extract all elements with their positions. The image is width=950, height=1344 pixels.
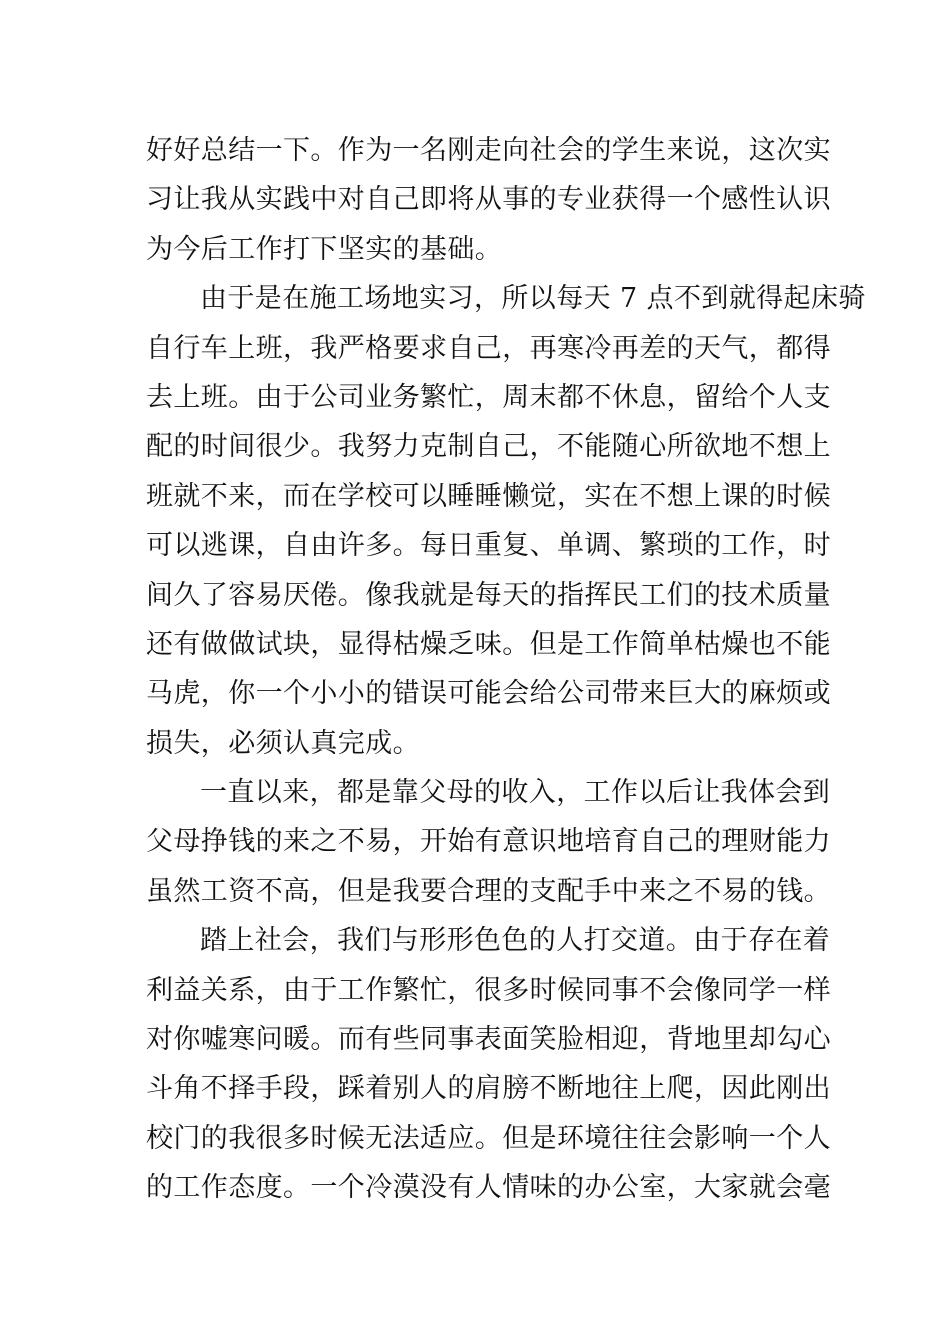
paragraph-first-line: 由于是在施工场地实习，所以每天 7 点不到就得起床骑 xyxy=(200,283,866,315)
text-line: 配的时间很少。我努力克制自己，不能随心所欲地不想上 xyxy=(146,431,831,463)
text-line: 斗角不择手段，踩着别人的肩膀不断地往上爬，因此刚出 xyxy=(146,1073,831,1105)
paragraph-first-line: 一直以来，都是靠父母的收入，工作以后让我体会到 xyxy=(200,777,831,809)
body-text xyxy=(146,126,866,1213)
text-line: 间久了容易厌倦。像我就是每天的指挥民工们的技术质量 xyxy=(146,579,831,611)
text-line: 班就不来，而在学校可以睡睡懒觉，实在不想上课的时候 xyxy=(146,480,831,512)
text-line: 父母挣钱的来之不易，开始有意识地培育自己的理财能力 xyxy=(146,826,831,858)
text-line: 还有做做试块，显得枯燥乏味。但是工作简单枯燥也不能 xyxy=(146,628,831,660)
text-line: 可以逃课，自由许多。每日重复、单调、繁琐的工作，时 xyxy=(146,530,831,562)
text-line: 习让我从实践中对自己即将从事的专业获得一个感性认识 xyxy=(146,184,831,216)
text-line: 自行车上班，我严格要求自己，再寒冷再差的天气，都得 xyxy=(146,332,831,364)
text-line: 马虎，你一个小小的错误可能会给公司带来巨大的麻烦或 xyxy=(146,678,831,710)
text-line: 虽然工资不高，但是我要合理的支配手中来之不易的钱。 xyxy=(146,875,831,907)
paragraph-first-line: 踏上社会，我们与形形色色的人打交道。由于存在着 xyxy=(200,925,831,957)
text-line: 为今后工作打下坚实的基础。 xyxy=(146,233,503,265)
text-line: 损失，必须认真完成。 xyxy=(146,727,420,759)
text-line: 对你嘘寒问暖。而有些同事表面笑脸相迎，背地里却勾心 xyxy=(146,1024,831,1056)
text-line: 校门的我很多时候无法适应。但是环境往往会影响一个人 xyxy=(146,1122,831,1154)
text-line: 去上班。由于公司业务繁忙，周末都不休息，留给个人支 xyxy=(146,381,831,413)
text-line: 好好总结一下。作为一名刚走向社会的学生来说，这次实 xyxy=(146,135,831,166)
text-line: 利益关系，由于工作繁忙，很多时候同事不会像同学一样 xyxy=(146,974,831,1006)
text-line: 的工作态度。一个冷漠没有人情味的办公室，大家就会毫 xyxy=(146,1172,831,1204)
